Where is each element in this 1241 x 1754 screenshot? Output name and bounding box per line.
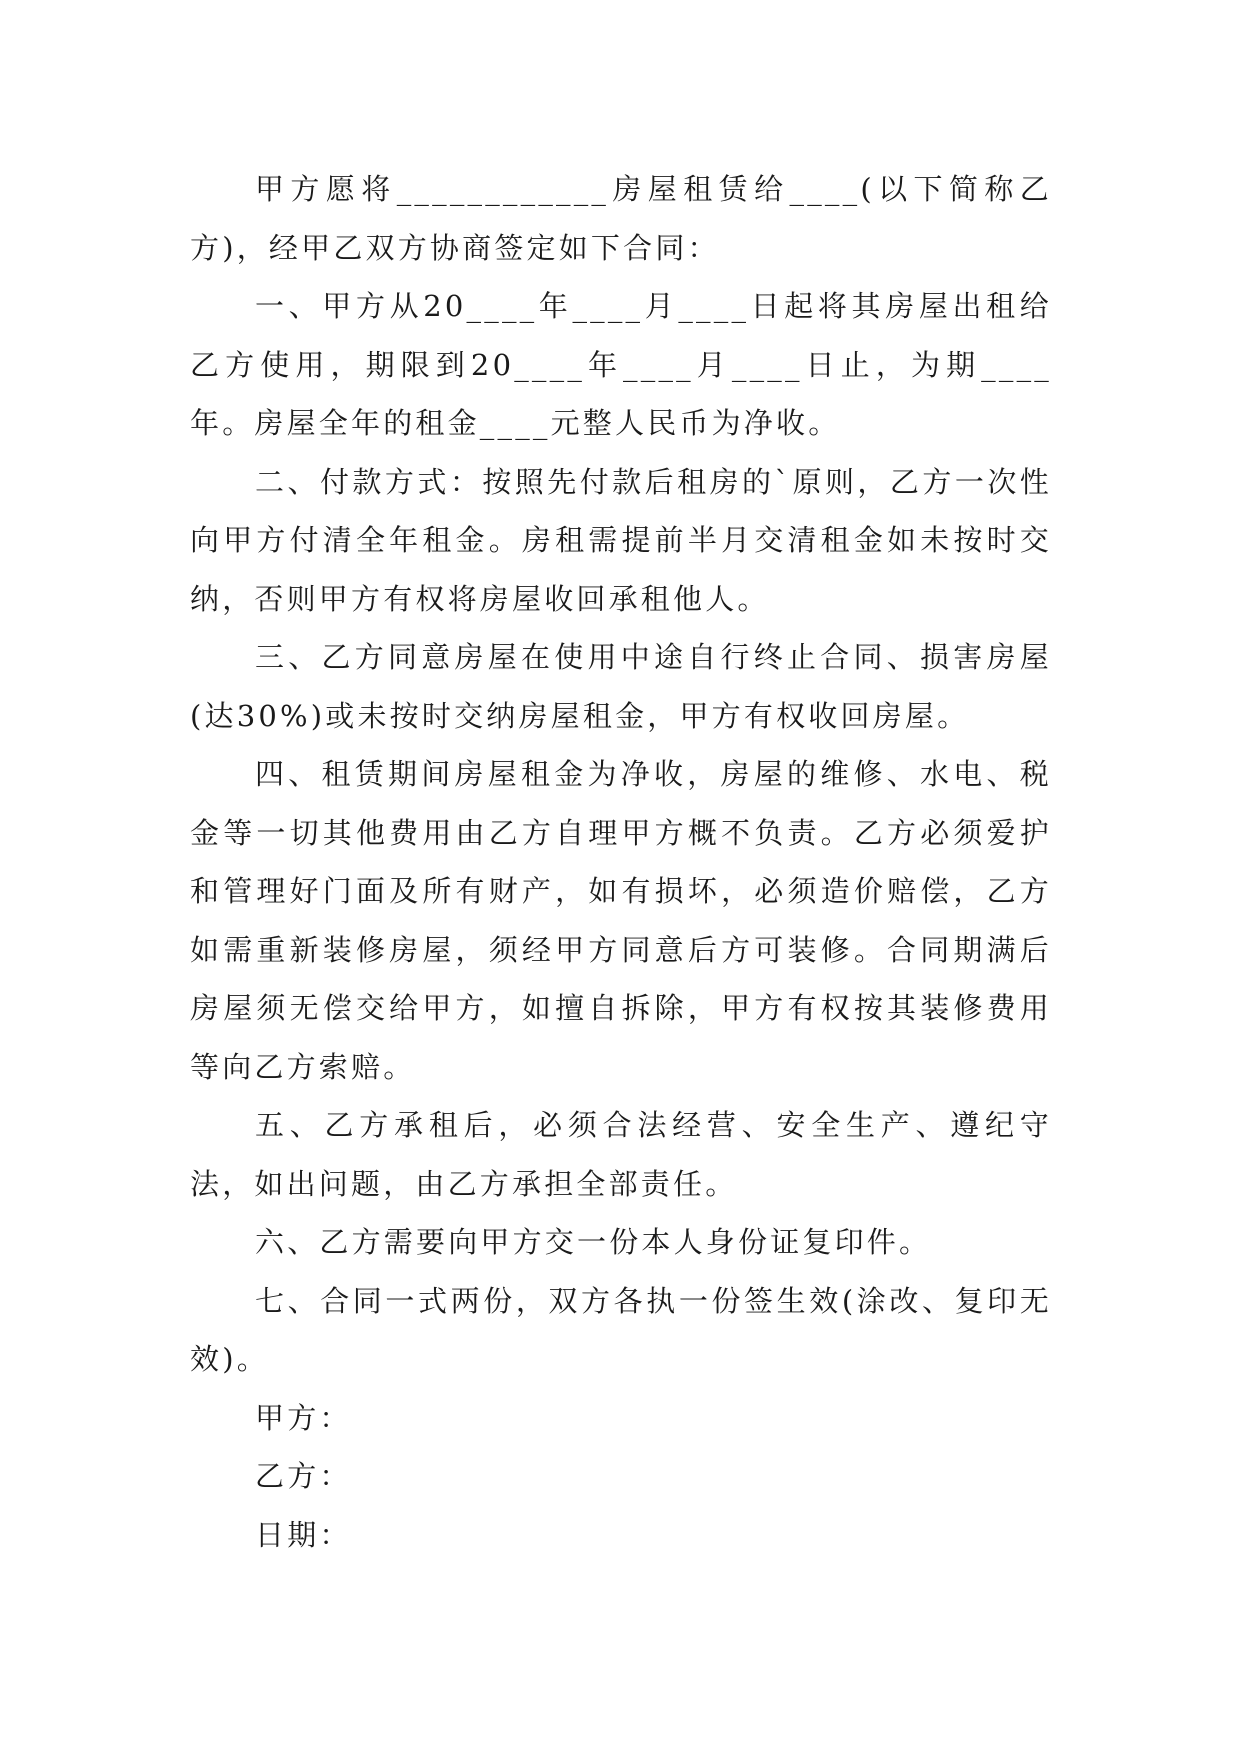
clause-7-copies: 七、合同一式两份，双方各执一份签生效(涂改、复印无效)。 (190, 1283, 1052, 1376)
clause-2-payment: 二、付款方式：按照先付款后租房的`原则，乙方一次性向甲方付清全年租金。房租需提前半月交清租金如未按时交纳，否则甲方有权将房屋收回承租他人。 (190, 464, 1052, 616)
clause-1-lease-term: 一、甲方从20____年____月____日起将其房屋出租给乙方使用，期限到20____年____月____日止，为期____年。房屋全年的租金____元整人民币为净收。 (190, 289, 1052, 440)
signature-party-a: 甲方： (255, 1400, 352, 1435)
signature-party-b: 乙方： (255, 1459, 352, 1493)
contract-intro-paragraph: 甲方愿将____________房屋租赁给____(以下简称乙方)，经甲乙双方协商签定如下合同： (190, 172, 1052, 265)
signature-date: 日期： (255, 1517, 352, 1552)
clause-6-id-copy: 六、乙方需要向甲方交一份本人身份证复印件。 (255, 1225, 932, 1259)
contract-body (190, 160, 1052, 1564)
clause-4-expenses: 四、租赁期间房屋租金为净收，房屋的维修、水电、税金等一切其他费用由乙方自理甲方概不负责。乙方必须爱护和管理好门面及所有财产，如有损坏，必须造价赔偿，乙方如需重新装修房屋，须经甲方同意后方可装修。合同期满后房屋须无偿交给甲方，如擅自拆除，甲方有权按其装修费用等向乙方索赔。 (190, 757, 1052, 1084)
clause-5-responsibility: 五、乙方承租后，必须合法经营、安全生产、遵纪守法，如出问题，由乙方承担全部责任。 (190, 1108, 1052, 1201)
clause-3-termination: 三、乙方同意房屋在使用中途自行终止合同、损害房屋(达30%)或未按时交纳房屋租金，甲方有权收回房屋。 (190, 640, 1052, 733)
